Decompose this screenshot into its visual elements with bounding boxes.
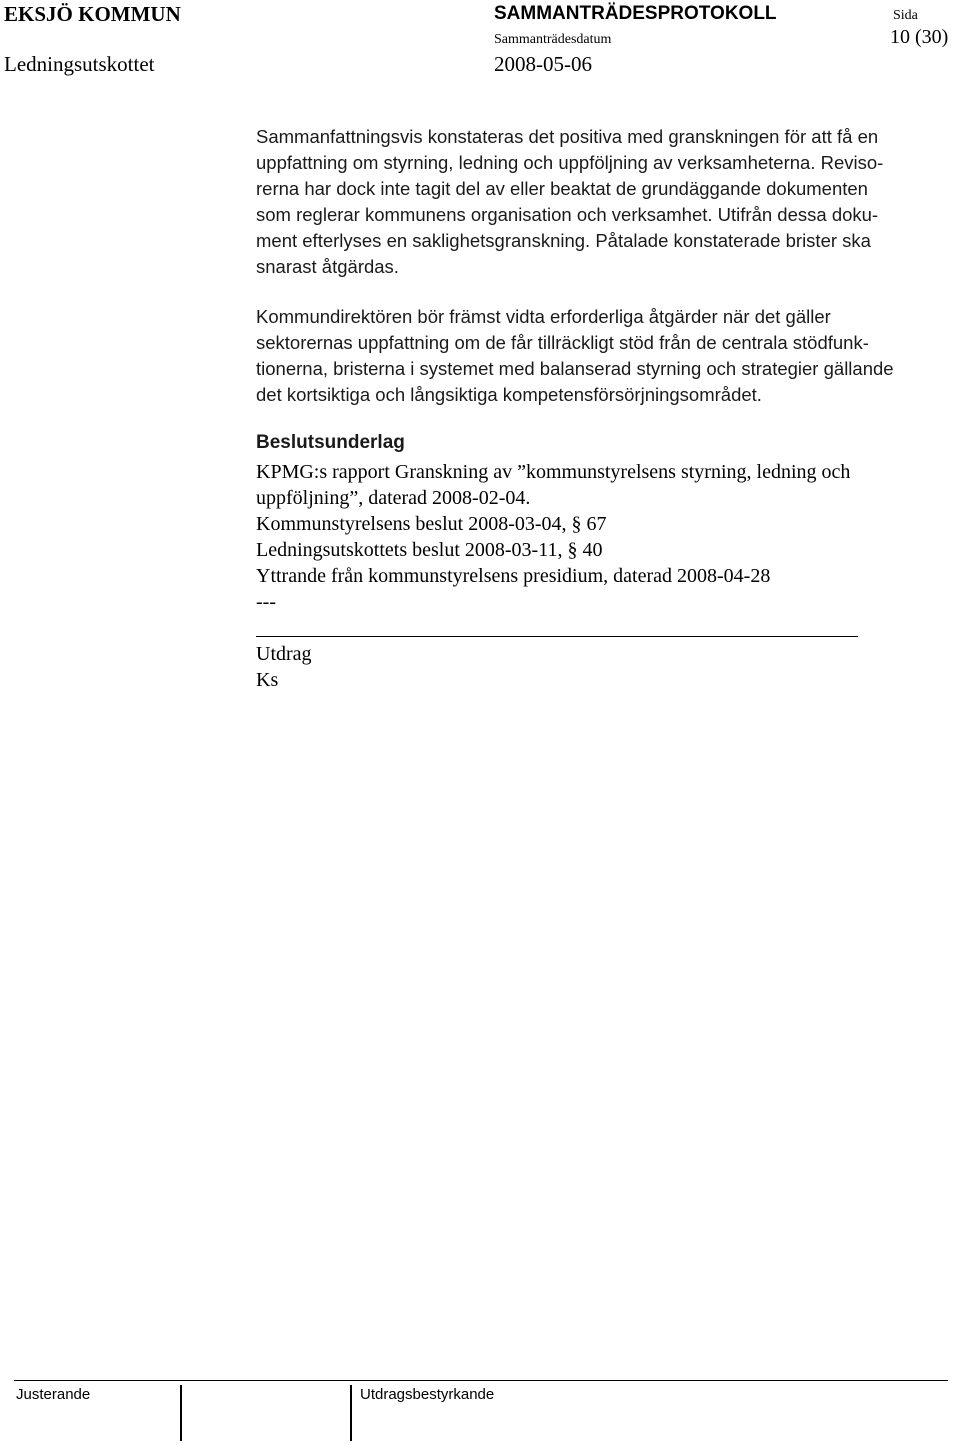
document-type: SAMMANTRÄDESPROTOKOLL <box>494 3 777 24</box>
decision-basis-item: uppföljning”, daterad 2008-02-04. <box>256 487 531 509</box>
paragraph-line: uppfattning om styrning, ledning och uppföljning av verksamheterna. Reviso- <box>256 152 884 173</box>
extract-block <box>256 641 312 693</box>
decision-basis-item: Kommunstyrelsens beslut 2008-03-04, § 67 <box>256 513 607 535</box>
paragraph-line: tionerna, bristerna i systemet med balanserad styrning och strategier gällande <box>256 358 894 379</box>
paragraph-line: snarast åtgärdas. <box>256 256 399 277</box>
paragraph-line: Kommundirektören bör främst vidta erforderliga åtgärder när det gäller <box>256 306 831 327</box>
decision-basis-heading: Beslutsunderlag <box>256 432 405 453</box>
paragraph-line: rerna har dock inte tagit del av eller beaktat de grundäggande dokumenten <box>256 178 868 199</box>
extract-recipient: Ks <box>256 669 279 691</box>
summary-paragraph <box>256 124 936 280</box>
decision-basis-item: --- <box>256 591 276 613</box>
organization-name: EKSJÖ KOMMUN <box>4 2 181 26</box>
decision-basis-item: KPMG:s rapport Granskning av ”kommunstyrelsens styrning, ledning och <box>256 461 851 483</box>
decision-basis-list <box>256 459 850 615</box>
section-divider <box>256 636 858 637</box>
committee-name: Ledningsutskottet <box>4 52 155 76</box>
paragraph-line: ment efterlyses en saklighetsgranskning. Påtalade konstaterade brister ska <box>256 230 871 251</box>
decision-basis-item: Yttrande från kommunstyrelsens presidium, daterad 2008-04-28 <box>256 565 771 587</box>
extract-label: Utdrag <box>256 643 312 665</box>
footer-divider <box>14 1380 948 1381</box>
footer-justerande-label: Justerande <box>16 1386 91 1403</box>
paragraph-line: det kortsiktiga och långsiktiga kompetensförsörjningsområdet. <box>256 384 762 405</box>
page-number: 10 (30) <box>890 26 949 48</box>
recommendation-paragraph <box>256 304 956 408</box>
paragraph-line: Sammanfattningsvis konstateras det positiva med granskningen för att få en <box>256 126 879 147</box>
paragraph-line: som reglerar kommunens organisation och verksamhet. Utifrån dessa doku- <box>256 204 879 225</box>
meeting-date: 2008-05-06 <box>494 52 592 76</box>
decision-basis-item: Ledningsutskottets beslut 2008-03-11, § 40 <box>256 539 603 561</box>
meeting-date-label: Sammanträdesdatum <box>494 32 612 47</box>
footer-utdragsbestyrkande-label: Utdragsbestyrkande <box>360 1386 495 1403</box>
signature-box-divider <box>350 1385 352 1441</box>
page-label: Sida <box>893 8 918 23</box>
signature-box-divider <box>180 1385 182 1441</box>
paragraph-line: sektorernas uppfattning om de får tillräckligt stöd från de centrala stödfunk- <box>256 332 869 353</box>
